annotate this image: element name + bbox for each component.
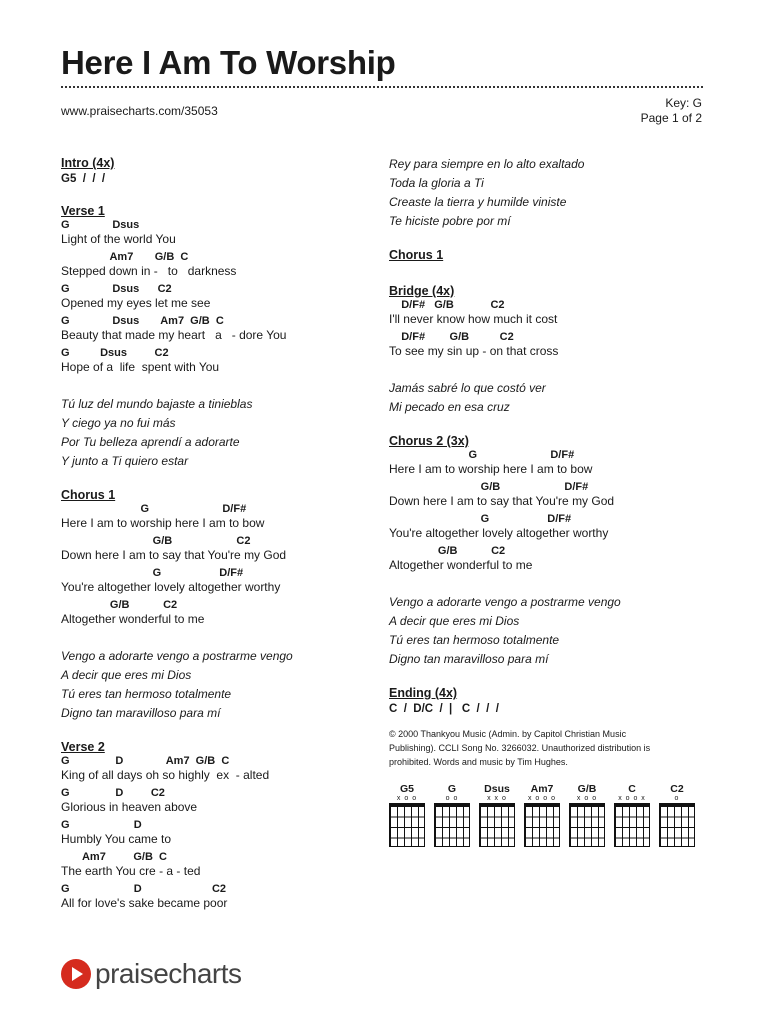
lyric-line: Light of the world You <box>61 232 176 246</box>
spanish-line: Digno tan maravilloso para mí <box>61 706 221 720</box>
meta-block <box>641 96 702 126</box>
lyric-line: The earth You cre - a - ted <box>61 864 201 878</box>
spanish-line: Toda la gloria a Ti <box>389 176 484 190</box>
chorus1-ref-heading: Chorus 1 <box>389 248 444 262</box>
spanish-line: Jamás sabré lo que costó ver <box>389 381 546 395</box>
lyric-line: Here I am to worship here I am to bow <box>389 462 593 476</box>
lyric-line: Altogether wonderful to me <box>61 612 205 626</box>
chord-line: G D/F# <box>389 513 572 525</box>
chord-line: Am7 G/B C <box>61 251 189 263</box>
lyric-line: Beauty that made my heart a - dore You <box>61 328 287 342</box>
chord-diagrams <box>389 783 709 847</box>
intro-rhythm: G5 / / / <box>61 173 106 185</box>
fretboard-grid <box>479 803 515 847</box>
lyric-line: Humbly You came to <box>61 832 172 846</box>
logo-wordmark: praisecharts <box>95 958 242 989</box>
bridge-heading: Bridge (4x) <box>389 284 455 298</box>
chord-diagram-name: G5 <box>399 783 414 795</box>
left-column <box>61 155 361 915</box>
chord-diagram-strings: o <box>674 795 680 802</box>
fretboard-grid <box>389 803 425 847</box>
chord-line: G D Am7 G/B C <box>61 755 230 767</box>
source-url: www.praisecharts.com/35053 <box>61 104 218 118</box>
spanish-line: Tú eres tan hermoso totalmente <box>389 633 560 647</box>
verse1-heading: Verse 1 <box>61 204 105 218</box>
chord-line: G/B D/F# <box>389 481 589 493</box>
chord-line: G D/F# <box>61 567 244 579</box>
chorus1-heading: Chorus 1 <box>61 488 116 502</box>
fretboard-grid <box>659 803 695 847</box>
lyric-line: You're altogether lovely altogether worthy <box>389 526 609 540</box>
page-title: Here I Am To Worship <box>61 44 396 81</box>
chord-line: G D/F# <box>61 503 247 515</box>
ending-heading: Ending (4x) <box>389 686 458 700</box>
chord-diagram-name: C2 <box>670 783 684 795</box>
lyric-line: Opened my eyes let me see <box>61 296 211 310</box>
chord-diagram-name: G <box>447 783 457 795</box>
lyric-line: Glorious in heaven above <box>61 800 198 814</box>
lyric-line: I'll never know how much it cost <box>389 312 558 326</box>
fretboard-grid <box>569 803 605 847</box>
spanish-line: A decir que eres mi Dios <box>61 668 192 682</box>
chord-diagram <box>524 783 560 847</box>
lyric-line: To see my sin up - on that cross <box>389 344 559 358</box>
fretboard-grid <box>524 803 560 847</box>
chord-diagram-strings: o o <box>445 795 459 802</box>
chord-diagram-strings: x o o <box>576 795 598 802</box>
spanish-line: Tú eres tan hermoso totalmente <box>61 687 232 701</box>
lyric-line: Down here I am to say that You're my God <box>61 548 287 562</box>
lyric-line: You're altogether lovely altogether worthy <box>61 580 281 594</box>
chord-diagram-name: Dsus <box>484 783 510 795</box>
lyric-line: Stepped down in - to darkness <box>61 264 237 278</box>
copyright-notice: © 2000 Thankyou Music (Admin. by Capitol Christian Music Publishing). CCLI Song No. 3266032. Unauthorized distribution is prohibited. Words and music by Tim Hughes. <box>389 729 651 767</box>
chord-line: G Dsus C2 <box>61 283 172 295</box>
spanish-line: Creaste la tierra y humilde viniste <box>389 195 567 209</box>
chord-line: G/B C2 <box>61 599 178 611</box>
spanish-line: Vengo a adorarte vengo a postrarme vengo <box>61 649 293 663</box>
chord-diagram-name: C <box>628 783 636 795</box>
fretboard-grid <box>434 803 470 847</box>
chord-line: D/F# G/B C2 <box>389 331 514 343</box>
spanish-line: Vengo a adorarte vengo a postrarme vengo <box>389 595 621 609</box>
ending-rhythm: C / D/C / | C / / / <box>389 703 499 715</box>
chord-diagram-strings: x o o o <box>527 795 556 802</box>
chord-diagram <box>659 783 695 847</box>
play-icon <box>61 959 91 989</box>
chord-line: G Dsus Am7 G/B C <box>61 315 224 327</box>
lyric-line: Hope of a life spent with You <box>61 360 220 374</box>
title-divider <box>61 86 703 88</box>
page-number: Page 1 of 2 <box>640 111 702 125</box>
spanish-line: A decir que eres mi Dios <box>389 614 520 628</box>
chord-diagram-strings: x o o x <box>618 795 646 802</box>
chord-line: G Dsus <box>61 219 140 231</box>
spanish-line: Digno tan maravilloso para mí <box>389 652 549 666</box>
spanish-line: Tú luz del mundo bajaste a tinieblas <box>61 397 253 411</box>
spanish-line: Por Tu belleza aprendí a adorarte <box>61 435 240 449</box>
chord-line: G/B C2 <box>389 545 506 557</box>
chorus2-heading: Chorus 2 (3x) <box>389 434 469 448</box>
song-key: Key: G <box>665 96 702 110</box>
chord-diagram <box>569 783 605 847</box>
lyric-line: Down here I am to say that You're my God <box>389 494 615 508</box>
praisecharts-logo <box>61 958 242 990</box>
spanish-line: Rey para siempre en lo alto exaltado <box>389 157 585 171</box>
lyric-line: Altogether wonderful to me <box>389 558 533 572</box>
chord-diagram-name: Am7 <box>530 783 554 795</box>
chord-line: G D C2 <box>61 787 165 799</box>
chord-diagram-strings: x x o <box>487 795 507 802</box>
chord-line: D/F# G/B C2 <box>389 299 505 311</box>
fretboard-grid <box>614 803 650 847</box>
chord-diagram-strings: x o o <box>396 795 418 802</box>
verse2-heading: Verse 2 <box>61 740 105 754</box>
spanish-line: Mi pecado en esa cruz <box>389 400 510 414</box>
chord-diagram <box>479 783 515 847</box>
lyric-line: All for love's sake became poor <box>61 896 228 910</box>
chord-line: G D <box>61 819 142 831</box>
chord-line: G Dsus C2 <box>61 347 169 359</box>
chord-diagram-name: G/B <box>577 783 597 795</box>
chord-line: G D C2 <box>61 883 227 895</box>
spanish-line: Y junto a Ti quiero estar <box>61 454 189 468</box>
chord-line: G/B C2 <box>61 535 251 547</box>
spanish-line: Te hiciste pobre por mí <box>389 214 511 228</box>
spanish-line: Y ciego ya no fui más <box>61 416 176 430</box>
chord-line: Am7 G/B C <box>61 851 167 863</box>
right-column <box>389 155 709 847</box>
chord-diagram <box>434 783 470 847</box>
lyric-line: King of all days oh so highly ex - alted <box>61 768 270 782</box>
chord-line: G D/F# <box>389 449 575 461</box>
chord-diagram <box>614 783 650 847</box>
lyric-line: Here I am to worship here I am to bow <box>61 516 265 530</box>
intro-heading: Intro (4x) <box>61 156 115 170</box>
chord-diagram <box>389 783 425 847</box>
